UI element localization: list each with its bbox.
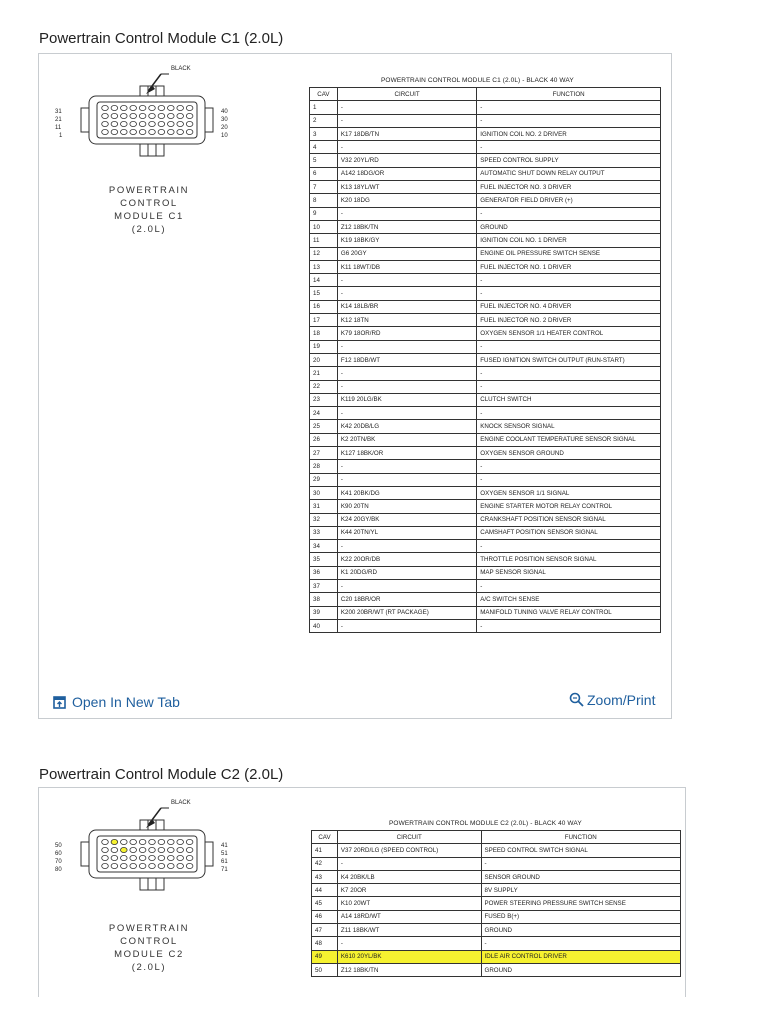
table-row: [310, 181, 661, 194]
function-cell: OXYGEN SENSOR 1/1 SIGNAL: [477, 486, 661, 499]
function-cell: -: [477, 340, 661, 353]
connector-panel-c2: [38, 787, 686, 997]
table-row: [310, 553, 661, 566]
circuit-cell: K13 18YL/WT: [337, 181, 476, 194]
cav-cell: 33: [310, 526, 338, 539]
section-title-c1: Powertrain Control Module C1 (2.0L): [39, 30, 284, 47]
cav-cell: 37: [310, 579, 338, 592]
circuit-cell: -: [337, 101, 476, 114]
cav-cell: 8: [310, 194, 338, 207]
table-row: [310, 579, 661, 592]
circuit-cell: -: [337, 407, 476, 420]
cav-cell: 30: [310, 486, 338, 499]
circuit-cell: -: [337, 857, 481, 870]
function-cell: GENERATOR FIELD DRIVER (+): [477, 194, 661, 207]
circuit-cell: K127 18BK/OR: [337, 447, 476, 460]
circuit-cell: -: [337, 937, 481, 950]
cav-cell: 1: [310, 101, 338, 114]
function-cell: -: [477, 207, 661, 220]
function-cell: THROTTLE POSITION SENSOR SIGNAL: [477, 553, 661, 566]
table-row: [310, 433, 661, 446]
pin-label-left-2: 60: [55, 851, 62, 857]
circuit-cell: K119 20LG/BK: [337, 393, 476, 406]
connector-color-label: BLACK: [171, 800, 191, 806]
cav-cell: 46: [312, 910, 338, 923]
column-header-cav: CAV: [312, 831, 338, 844]
circuit-cell: K7 20OR: [337, 884, 481, 897]
column-header-circuit: CIRCUIT: [337, 831, 481, 844]
circuit-cell: Z12 18BK/TN: [337, 963, 481, 976]
table-row: [310, 220, 661, 233]
table-row: [312, 870, 681, 883]
cav-cell: 3: [310, 127, 338, 140]
function-cell: IDLE AIR CONTROL DRIVER: [481, 950, 680, 963]
table-row: [310, 619, 661, 632]
function-cell: FUEL INJECTOR NO. 3 DRIVER: [477, 181, 661, 194]
circuit-cell: -: [337, 460, 476, 473]
function-cell: -: [477, 114, 661, 127]
connector-c1-diagram: [53, 60, 253, 170]
cav-cell: 20: [310, 353, 338, 366]
circuit-cell: K200 20BR/WT (RT PACKAGE): [337, 606, 476, 619]
circuit-cell: -: [337, 287, 476, 300]
table-row: [310, 380, 661, 393]
circuit-cell: V32 20YL/RD: [337, 154, 476, 167]
column-header-function: FUNCTION: [477, 88, 661, 101]
circuit-cell: K12 18TN: [337, 314, 476, 327]
function-cell: SPEED CONTROL SWITCH SIGNAL: [481, 844, 680, 857]
cav-cell: 10: [310, 220, 338, 233]
cav-cell: 15: [310, 287, 338, 300]
pin-label-right-1: 40: [221, 109, 228, 115]
circuit-cell: -: [337, 540, 476, 553]
cav-cell: 14: [310, 274, 338, 287]
circuit-cell: F12 18DB/WT: [337, 353, 476, 366]
table-row: [310, 393, 661, 406]
table-row: [310, 207, 661, 220]
cav-cell: 45: [312, 897, 338, 910]
table-row: [310, 167, 661, 180]
cav-cell: 31: [310, 500, 338, 513]
circuit-cell: K19 18BK/GY: [337, 234, 476, 247]
pin-label-right-4: 10: [221, 133, 228, 139]
cav-cell: 21: [310, 367, 338, 380]
circuit-cell: K17 18DB/TN: [337, 127, 476, 140]
function-cell: A/C SWITCH SENSE: [477, 593, 661, 606]
function-cell: -: [477, 274, 661, 287]
circuit-cell: -: [337, 114, 476, 127]
table-row: [312, 950, 681, 963]
table-row: [310, 486, 661, 499]
function-cell: -: [477, 141, 661, 154]
function-cell: -: [477, 380, 661, 393]
zoom-print-link[interactable]: [569, 692, 655, 708]
connector-pin: [121, 847, 128, 852]
circuit-cell: K42 20DB/LG: [337, 420, 476, 433]
cav-cell: 34: [310, 540, 338, 553]
function-cell: ENGINE OIL PRESSURE SWITCH SENSE: [477, 247, 661, 260]
cav-cell: 17: [310, 314, 338, 327]
pin-label-left-2: 21: [55, 117, 62, 123]
cav-cell: 16: [310, 300, 338, 313]
circuit-cell: K24 20GY/BK: [337, 513, 476, 526]
cav-cell: 38: [310, 593, 338, 606]
table-row: [310, 247, 661, 260]
cav-cell: 47: [312, 924, 338, 937]
table-row: [312, 857, 681, 870]
cav-cell: 6: [310, 167, 338, 180]
circuit-cell: -: [337, 340, 476, 353]
circuit-cell: K610 20YL/BK: [337, 950, 481, 963]
table-row: [310, 513, 661, 526]
function-cell: CLUTCH SWITCH: [477, 393, 661, 406]
function-cell: -: [477, 619, 661, 632]
cav-cell: 5: [310, 154, 338, 167]
table-row: [310, 127, 661, 140]
pin-label-right-4: 71: [221, 867, 228, 873]
table-row: [310, 340, 661, 353]
pin-label-right-1: 41: [221, 843, 228, 849]
table-c1-title: POWERTRAIN CONTROL MODULE C1 (2.0L) - BLACK 40 WAY: [381, 77, 574, 84]
cav-cell: 26: [310, 433, 338, 446]
table-row: [310, 234, 661, 247]
circuit-cell: Z12 18BK/TN: [337, 220, 476, 233]
open-tab-icon: [53, 696, 66, 709]
table-row: [310, 460, 661, 473]
table-row: [310, 327, 661, 340]
open-in-new-tab-label: Open In New Tab: [72, 694, 180, 710]
function-cell: IGNITION COIL NO. 1 DRIVER: [477, 234, 661, 247]
function-cell: MANIFOLD TUNING VALVE RELAY CONTROL: [477, 606, 661, 619]
cav-cell: 39: [310, 606, 338, 619]
cav-cell: 25: [310, 420, 338, 433]
table-c2: [311, 830, 681, 977]
cav-cell: 11: [310, 234, 338, 247]
function-cell: KNOCK SENSOR SIGNAL: [477, 420, 661, 433]
function-cell: GROUND: [481, 963, 680, 976]
pin-label-right-2: 30: [221, 117, 228, 123]
cav-cell: 32: [310, 513, 338, 526]
pin-label-left-1: 50: [55, 843, 62, 849]
circuit-cell: K2 20TN/BK: [337, 433, 476, 446]
circuit-cell: K4 20BK/LB: [337, 870, 481, 883]
table-row: [310, 274, 661, 287]
cav-cell: 28: [310, 460, 338, 473]
circuit-cell: K90 20TN: [337, 500, 476, 513]
table-row: [310, 566, 661, 579]
circuit-cell: K22 20OR/DB: [337, 553, 476, 566]
cav-cell: 27: [310, 447, 338, 460]
table-row: [312, 844, 681, 857]
cav-cell: 9: [310, 207, 338, 220]
table-row: [310, 540, 661, 553]
circuit-cell: K41 20BK/DG: [337, 486, 476, 499]
function-cell: -: [477, 407, 661, 420]
column-header-cav: CAV: [310, 88, 338, 101]
table-row: [310, 606, 661, 619]
table-row: [310, 593, 661, 606]
function-cell: GROUND: [477, 220, 661, 233]
function-cell: ENGINE STARTER MOTOR RELAY CONTROL: [477, 500, 661, 513]
function-cell: FUEL INJECTOR NO. 4 DRIVER: [477, 300, 661, 313]
function-cell: -: [477, 287, 661, 300]
function-cell: GROUND: [481, 924, 680, 937]
table-row: [310, 367, 661, 380]
circuit-cell: -: [337, 367, 476, 380]
cav-cell: 2: [310, 114, 338, 127]
circuit-cell: K11 18WT/DB: [337, 260, 476, 273]
table-row: [312, 963, 681, 976]
function-cell: -: [477, 460, 661, 473]
function-cell: FUSED B(+): [481, 910, 680, 923]
circuit-cell: -: [337, 473, 476, 486]
circuit-cell: K10 20WT: [337, 897, 481, 910]
connector-color-label: BLACK: [171, 66, 191, 72]
cav-cell: 19: [310, 340, 338, 353]
cav-cell: 23: [310, 393, 338, 406]
pin-label-right-2: 51: [221, 851, 228, 857]
function-cell: -: [477, 473, 661, 486]
open-in-new-tab-link[interactable]: [53, 694, 180, 710]
function-cell: FUSED IGNITION SWITCH OUTPUT (RUN-START): [477, 353, 661, 366]
circuit-cell: Z11 18BK/WT: [337, 924, 481, 937]
pin-label-left-4: 80: [55, 867, 62, 873]
circuit-cell: A14 18RD/WT: [337, 910, 481, 923]
zoom-print-label: Zoom/Print: [587, 692, 656, 708]
cav-cell: 4: [310, 141, 338, 154]
circuit-cell: K79 18OR/RD: [337, 327, 476, 340]
function-cell: IGNITION COIL NO. 2 DRIVER: [477, 127, 661, 140]
table-row: [312, 884, 681, 897]
table-row: [310, 114, 661, 127]
function-cell: CRANKSHAFT POSITION SENSOR SIGNAL: [477, 513, 661, 526]
function-cell: CAMSHAFT POSITION SENSOR SIGNAL: [477, 526, 661, 539]
table-row: [312, 910, 681, 923]
function-cell: -: [481, 937, 680, 950]
function-cell: OXYGEN SENSOR 1/1 HEATER CONTROL: [477, 327, 661, 340]
cav-cell: 41: [312, 844, 338, 857]
pin-label-left-3: 70: [55, 859, 62, 865]
pin-label-right-3: 61: [221, 859, 228, 865]
circuit-cell: A142 18DG/OR: [337, 167, 476, 180]
connector-c2-name: POWERTRAIN CONTROL MODULE C2 (2.0L): [108, 923, 190, 973]
connector-c1-name: POWERTRAIN CONTROL MODULE C1 (2.0L): [108, 185, 190, 235]
function-cell: -: [481, 857, 680, 870]
function-cell: AUTOMATIC SHUT DOWN RELAY OUTPUT: [477, 167, 661, 180]
function-cell: 8V SUPPLY: [481, 884, 680, 897]
table-row: [310, 500, 661, 513]
circuit-cell: -: [337, 207, 476, 220]
circuit-cell: K1 20DG/RD: [337, 566, 476, 579]
cav-cell: 12: [310, 247, 338, 260]
table-row: [312, 897, 681, 910]
table-row: [310, 420, 661, 433]
connector-pin: [111, 839, 118, 844]
circuit-cell: -: [337, 579, 476, 592]
table-row: [310, 407, 661, 420]
function-cell: -: [477, 579, 661, 592]
function-cell: FUEL INJECTOR NO. 2 DRIVER: [477, 314, 661, 327]
pin-label-left-3: 11: [55, 125, 62, 131]
circuit-cell: K20 18DG: [337, 194, 476, 207]
function-cell: -: [477, 101, 661, 114]
cav-cell: 13: [310, 260, 338, 273]
connector-panel-c1: [38, 53, 672, 719]
function-cell: SPEED CONTROL SUPPLY: [477, 154, 661, 167]
circuit-cell: C20 18BR/OR: [337, 593, 476, 606]
pin-label-left-1: 31: [55, 109, 62, 115]
circuit-cell: -: [337, 141, 476, 154]
table-row: [310, 101, 661, 114]
table-row: [312, 924, 681, 937]
circuit-cell: K44 20TN/YL: [337, 526, 476, 539]
cav-cell: 29: [310, 473, 338, 486]
cav-cell: 42: [312, 857, 338, 870]
cav-cell: 18: [310, 327, 338, 340]
table-row: [310, 287, 661, 300]
connector-c2-diagram: [53, 794, 253, 904]
circuit-cell: V37 20RD/LG (SPEED CONTROL): [337, 844, 481, 857]
section-title-c2: Powertrain Control Module C2 (2.0L): [39, 766, 284, 783]
pin-label-left-4: 1: [59, 133, 63, 139]
cav-cell: 40: [310, 619, 338, 632]
cav-cell: 24: [310, 407, 338, 420]
table-c2-title: POWERTRAIN CONTROL MODULE C2 (2.0L) - BLACK 40 WAY: [389, 820, 582, 827]
table-row: [310, 141, 661, 154]
cav-cell: 44: [312, 884, 338, 897]
pin-label-right-3: 20: [221, 125, 228, 131]
function-cell: FUEL INJECTOR NO. 1 DRIVER: [477, 260, 661, 273]
cav-cell: 48: [312, 937, 338, 950]
cav-cell: 43: [312, 870, 338, 883]
column-header-circuit: CIRCUIT: [337, 88, 476, 101]
table-row: [310, 154, 661, 167]
table-row: [312, 937, 681, 950]
circuit-cell: -: [337, 380, 476, 393]
function-cell: POWER STEERING PRESSURE SWITCH SENSE: [481, 897, 680, 910]
circuit-cell: -: [337, 274, 476, 287]
function-cell: OXYGEN SENSOR GROUND: [477, 447, 661, 460]
table-row: [310, 194, 661, 207]
circuit-cell: -: [337, 619, 476, 632]
cav-cell: 36: [310, 566, 338, 579]
table-row: [310, 260, 661, 273]
table-row: [310, 473, 661, 486]
function-cell: SENSOR GROUND: [481, 870, 680, 883]
cav-cell: 50: [312, 963, 338, 976]
zoom-magnifier-icon: [569, 692, 585, 708]
column-header-function: FUNCTION: [481, 831, 680, 844]
table-row: [310, 353, 661, 366]
table-row: [310, 314, 661, 327]
circuit-cell: K14 18LB/BR: [337, 300, 476, 313]
function-cell: -: [477, 367, 661, 380]
cav-cell: 22: [310, 380, 338, 393]
circuit-cell: G6 20GY: [337, 247, 476, 260]
function-cell: -: [477, 540, 661, 553]
cav-cell: 49: [312, 950, 338, 963]
table-row: [310, 447, 661, 460]
table-row: [310, 526, 661, 539]
function-cell: MAP SENSOR SIGNAL: [477, 566, 661, 579]
function-cell: ENGINE COOLANT TEMPERATURE SENSOR SIGNAL: [477, 433, 661, 446]
cav-cell: 35: [310, 553, 338, 566]
table-row: [310, 300, 661, 313]
cav-cell: 7: [310, 181, 338, 194]
table-c1: [309, 87, 661, 633]
